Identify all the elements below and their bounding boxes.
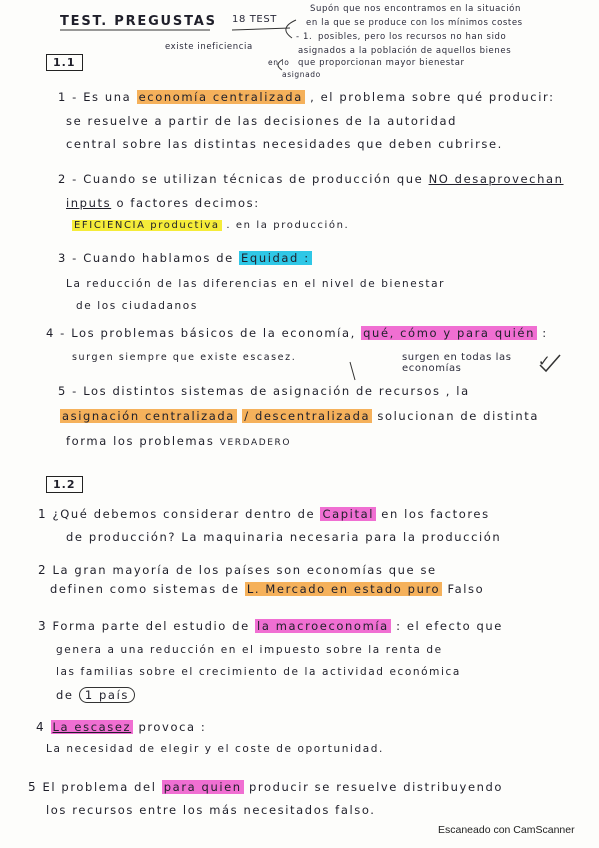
section-label-1-2: 1.2 <box>46 476 83 493</box>
q2-3-line-3: las familias sobre el crecimiento de la actividad económica <box>56 666 461 678</box>
q2-2-line-2: definen como sistemas de L. Mercado en estado puro Falso <box>50 582 485 596</box>
q2-5-line-1: 5 El problema del para quien producir se resuelve distribuyendo <box>28 780 504 794</box>
highlight-mercado-estado-puro: L. Mercado en estado puro <box>246 582 441 596</box>
highlight-eficiencia: EFICIENCIA productiva <box>74 220 220 231</box>
header-side-note-2: asignado <box>282 70 321 79</box>
highlight-asignacion-centralizada: asignación centralizada <box>62 409 235 423</box>
header-side-note: en lo <box>268 58 290 67</box>
highlight-equidad: Equidad : <box>241 251 310 265</box>
highlight-descentralizada: / descentralizada <box>244 409 371 423</box>
q2-3-line-4: de 1 país <box>56 688 135 702</box>
q1-2-line-1: 2 - Cuando se utilizan técnicas de producción que NO desaprovechan <box>58 172 564 186</box>
q1-1-line-1: 1 - Es una economía centralizada , el problema sobre qué producir: <box>58 90 555 104</box>
q2-2-line-1: 2 La gran mayoría de los países son economías que se <box>38 563 437 577</box>
q2-1-line-1: 1 ¿Qué debemos considerar dentro de Capital en los factores <box>38 507 490 521</box>
q2-1-line-2: de producción? La maquinaria necesaria para la producción <box>66 530 502 544</box>
q1-4-aside: surgen en todas las economías <box>402 352 512 374</box>
q1-4-line-1: 4 - Los problemas básicos de la economía, qué, cómo y para quién : <box>46 326 548 340</box>
circled-1-pais: 1 país <box>79 687 135 703</box>
q1-1-line-2: se resuelve a partir de las decisiones de la autoridad <box>66 114 458 128</box>
highlight-que-como-para-quien: qué, cómo y para quién <box>363 326 535 340</box>
q2-3-line-1: 3 Forma parte del estudio de la macroeconomía : el efecto que <box>38 619 503 633</box>
q2-5-line-2: los recursos entre los más necesitados falso. <box>46 803 376 817</box>
highlight-macroeconomia: la macroeconomía <box>257 619 389 633</box>
page-title: TEST. PREGUSTAS <box>60 14 217 29</box>
header-note-line-4: asignados a la población de aquellos bienes <box>298 46 512 56</box>
highlight-capital: Capital <box>322 507 375 521</box>
header-note-line-1: Supón que nos encontramos en la situación <box>310 4 521 14</box>
highlight-economia-centralizada: economía centralizada <box>138 90 303 104</box>
header-note-line-5: que proporcionan mayor bienestar <box>298 58 465 68</box>
q2-3-line-2: genera a una reducción en el impuesto sobre la renta de <box>56 644 443 656</box>
header-note-line-2: en la que se produce con los mínimos costes <box>306 18 523 28</box>
q1-3-line-2: La reducción de las diferencias en el nivel de bienestar <box>66 278 446 290</box>
scanner-watermark: Escaneado con CamScanner <box>438 824 575 836</box>
header-small-note: existe ineficiencia <box>165 42 253 52</box>
q2-4-line-1: 4 La escasez provoca : <box>36 720 207 734</box>
q1-5-line-3: forma los problemas VERDADERO <box>66 434 292 448</box>
q1-5-line-2: asignación centralizada / descentralizada solucionan de distinta <box>62 409 540 423</box>
highlight-para-quien: para quien <box>163 780 242 794</box>
q1-2-line-2: inputs o factores decimos: <box>66 196 260 210</box>
q1-5-line-1: 5 - Los distintos sistemas de asignación de recursos , la <box>58 384 470 398</box>
section-label-1-1: 1.1 <box>46 54 83 71</box>
highlight-la-escasez: La escasez <box>52 720 132 734</box>
q1-1-line-3: central sobre las distintas necesidades que deben cubrirse. <box>66 137 503 151</box>
q1-1-number: 1 - <box>58 90 78 104</box>
q1-2-line-3: EFICIENCIA productiva . en la producción. <box>74 220 350 231</box>
q1-4-line-2: surgen siempre que existe escasez. <box>72 352 297 363</box>
header-note-mark: - 1. <box>296 32 313 42</box>
check-icon: ✓ <box>538 352 551 370</box>
q2-4-line-2: La necesidad de elegir y el coste de oportunidad. <box>46 743 384 755</box>
header-note-line-3: posibles, pero los recursos no han sido <box>318 32 507 42</box>
test-label: 18 TEST <box>232 14 277 25</box>
q1-3-line-1: 3 - Cuando hablamos de Equidad : <box>58 251 310 265</box>
q1-3-line-3: de los ciudadanos <box>76 300 198 312</box>
